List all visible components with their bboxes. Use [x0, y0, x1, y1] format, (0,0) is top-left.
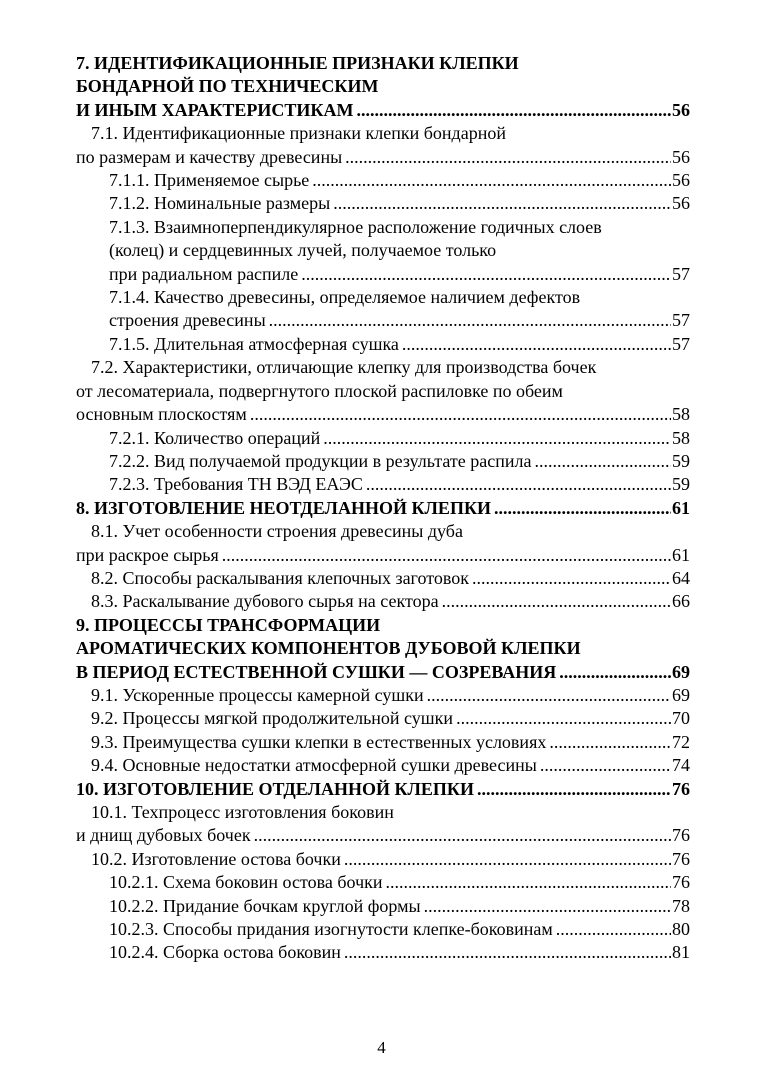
toc-entry-last-line [76, 544, 690, 567]
toc-page-number: 59 [672, 450, 690, 471]
toc-entry-text: 8.3. Раскалывание дубового сырья на сектора [91, 591, 439, 612]
toc-entry-last-line [76, 754, 690, 777]
toc-entry-text: 7.1.5. Длительная атмосферная сушка [109, 333, 399, 354]
toc-entry-text: 7.1.2. Номинальные размеры [109, 193, 331, 214]
table-of-contents [76, 52, 690, 965]
toc-page-number: 56 [672, 170, 690, 191]
toc-entry-text: 9.3. Преимущества сушки клепки в естественных условиях [91, 731, 547, 752]
toc-entry-last-line [76, 684, 690, 707]
page-number: 4 [377, 1038, 386, 1057]
toc-page-number: 78 [672, 895, 690, 916]
dot-leader [472, 567, 671, 590]
toc-page-number: 80 [672, 919, 690, 940]
toc-page-number: 58 [672, 427, 690, 448]
toc-entry[interactable] [76, 567, 690, 590]
toc-entry[interactable] [76, 356, 690, 426]
toc-entry-last-line [76, 871, 690, 894]
dot-leader [356, 99, 671, 122]
dot-leader [402, 333, 671, 356]
toc-entry-text: 10. ИЗГОТОВЛЕНИЕ ОТДЕЛАННОЙ КЛЕПКИ [76, 778, 474, 799]
dot-leader [540, 754, 671, 777]
toc-entry[interactable] [76, 52, 690, 122]
toc-entry-last-line [76, 707, 690, 730]
toc-page-number: 72 [672, 731, 690, 752]
toc-entry[interactable] [76, 216, 690, 286]
toc-entry-last-line [76, 427, 690, 450]
toc-entry-last-line [76, 497, 690, 520]
toc-entry-text: основным плоскостям [76, 404, 247, 425]
toc-page-number: 57 [672, 310, 690, 331]
toc-entry-text: 10.2.1. Схема боковин остова бочки [109, 872, 383, 893]
dot-leader [549, 731, 671, 754]
toc-page-number: 76 [672, 872, 690, 893]
toc-entry[interactable] [76, 895, 690, 918]
toc-entry-last-line [76, 99, 690, 122]
toc-entry[interactable] [76, 497, 690, 520]
toc-entry[interactable] [76, 614, 690, 684]
toc-entry[interactable] [76, 473, 690, 496]
toc-page-number: 57 [672, 333, 690, 354]
toc-entry-last-line [76, 309, 690, 332]
dot-leader [345, 146, 671, 169]
toc-entry-text: 8.1. Учет особенности строения древесины дуба [91, 521, 463, 542]
toc-entry[interactable] [76, 590, 690, 613]
toc-page-number: 76 [672, 825, 690, 846]
toc-entry-text: 7.2. Характеристики, отличающие клепку для производства бочек [91, 357, 597, 378]
toc-entry-last-line [76, 169, 690, 192]
dot-leader [222, 544, 671, 567]
toc-entry-text: от лесоматериала, подвергнутого плоской распиловке по обеим [76, 380, 563, 401]
dot-leader [250, 403, 671, 426]
toc-entry[interactable] [76, 286, 690, 333]
toc-entry[interactable] [76, 778, 690, 801]
toc-page-number: 61 [672, 497, 690, 518]
toc-entry[interactable] [76, 450, 690, 473]
toc-entry[interactable] [76, 848, 690, 871]
toc-entry-last-line [76, 661, 690, 684]
dot-leader [477, 778, 671, 801]
toc-entry-text: И ИНЫМ ХАРАКТЕРИСТИКАМ [76, 99, 354, 120]
toc-entry[interactable] [76, 192, 690, 215]
dot-leader [559, 661, 671, 684]
dot-leader [254, 824, 671, 847]
toc-entry-last-line [76, 403, 690, 426]
toc-entry-text: БОНДАРНОЙ ПО ТЕХНИЧЕСКИМ [76, 76, 379, 97]
toc-entry[interactable] [76, 918, 690, 941]
toc-entry-last-line [76, 333, 690, 356]
toc-entry[interactable] [76, 122, 690, 169]
toc-entry-text: 10.2. Изготовление остова бочки [91, 848, 341, 869]
dot-leader [366, 473, 671, 496]
toc-page-number: 56 [672, 193, 690, 214]
toc-entry[interactable] [76, 801, 690, 848]
toc-entry-last-line [76, 192, 690, 215]
dot-leader [424, 895, 671, 918]
toc-entry[interactable] [76, 333, 690, 356]
toc-entry-last-line [76, 941, 690, 964]
toc-entry-text: 9.1. Ускоренные процессы камерной сушки [91, 684, 424, 705]
toc-entry-text: при раскрое сырья [76, 544, 219, 565]
toc-entry-text: 7. ИДЕНТИФИКАЦИОННЫЕ ПРИЗНАКИ КЛЕПКИ [76, 53, 519, 73]
toc-entry-last-line [76, 895, 690, 918]
toc-page-number: 76 [672, 848, 690, 869]
toc-entry-last-line [76, 450, 690, 473]
toc-entry-last-line [76, 918, 690, 941]
toc-page-number: 66 [672, 591, 690, 612]
toc-page-number: 69 [672, 661, 690, 682]
toc-entry-text: 7.2.3. Требования ТН ВЭД ЕАЭС [109, 474, 363, 495]
toc-page-number: 64 [672, 567, 690, 588]
toc-entry-last-line [76, 567, 690, 590]
toc-entry-last-line [76, 146, 690, 169]
dot-leader [556, 918, 671, 941]
toc-page-number: 57 [672, 263, 690, 284]
dot-leader [333, 192, 671, 215]
toc-entry-text: 9.2. Процессы мягкой продолжительной сушки [91, 708, 454, 729]
toc-entry-text: АРОМАТИЧЕСКИХ КОМПОНЕНТОВ ДУБОВОЙ КЛЕПКИ [76, 638, 581, 659]
dot-leader [386, 871, 672, 894]
toc-entry-text: 7.2.1. Количество операций [109, 427, 321, 448]
toc-entry-last-line [76, 473, 690, 496]
dot-leader [494, 497, 671, 520]
toc-page-number: 58 [672, 404, 690, 425]
toc-entry-text: и днищ дубовых бочек [76, 825, 251, 846]
toc-entry[interactable] [76, 754, 690, 777]
dot-leader [442, 590, 671, 613]
toc-entry-text: В ПЕРИОД ЕСТЕСТВЕННОЙ СУШКИ — СОЗРЕВАНИЯ [76, 661, 557, 682]
toc-entry-text: при радиальном распиле [109, 263, 299, 284]
dot-leader [534, 450, 671, 473]
toc-entry-text: (колец) и сердцевинных лучей, получаемое только [109, 240, 497, 261]
toc-entry-text: по размерам и качеству древесины [76, 146, 343, 167]
toc-entry-text: 8.2. Способы раскалывания клепочных заготовок [91, 567, 470, 588]
dot-leader [427, 684, 671, 707]
dot-leader [323, 427, 671, 450]
toc-entry-last-line [76, 848, 690, 871]
dot-leader [344, 848, 671, 871]
toc-entry-text: 10.1. Техпроцесс изготовления боковин [91, 802, 394, 822]
toc-entry[interactable] [76, 520, 690, 567]
toc-entry-last-line [76, 263, 690, 286]
toc-page-number: 81 [672, 942, 690, 963]
toc-entry-text: 7.1.4. Качество древесины, определяемое наличием дефектов [109, 287, 581, 308]
toc-entry-text: 7.1.1. Применяемое сырье [109, 170, 310, 191]
dot-leader [301, 263, 671, 286]
toc-entry-text: 7.2.2. Вид получаемой продукции в результате распила [109, 450, 532, 471]
toc-entry-text: 10.2.2. Придание бочкам круглой формы [109, 895, 421, 916]
toc-entry-text: 9. ПРОЦЕССЫ ТРАНСФОРМАЦИИ [76, 614, 381, 635]
dot-leader [312, 169, 671, 192]
toc-entry-last-line [76, 778, 690, 801]
toc-entry[interactable] [76, 707, 690, 730]
toc-entry-text: строения древесины [109, 310, 266, 331]
toc-entry[interactable] [76, 427, 690, 450]
toc-entry-last-line [76, 590, 690, 613]
toc-entry[interactable] [76, 169, 690, 192]
toc-entry-text: 10.2.3. Способы придания изогнутости клепке-боковинам [109, 919, 553, 940]
toc-page-number: 61 [672, 544, 690, 565]
toc-entry-text: 9.4. Основные недостатки атмосферной сушки древесины [91, 755, 537, 776]
toc-page-number: 59 [672, 474, 690, 495]
toc-page-number: 69 [672, 684, 690, 705]
toc-entry-text: 8. ИЗГОТОВЛЕНИЕ НЕОТДЕЛАННОЙ КЛЕПКИ [76, 497, 491, 518]
toc-page-number: 74 [672, 755, 690, 776]
toc-page-number: 70 [672, 708, 690, 729]
toc-entry-text: 10.2.4. Сборка остова боковин [109, 942, 341, 963]
toc-page-number: 56 [672, 99, 690, 120]
dot-leader [344, 941, 671, 964]
toc-entry-text: 7.1. Идентификационные признаки клепки бондарной [91, 123, 506, 144]
toc-entry-text: 7.1.3. Взаимноперпендикулярное расположение годичных слоев [109, 216, 602, 237]
toc-entry[interactable] [76, 941, 690, 964]
dot-leader [456, 707, 671, 730]
dot-leader [269, 309, 671, 332]
toc-entry[interactable] [76, 731, 690, 754]
toc-page-number: 76 [672, 778, 690, 799]
toc-entry-last-line [76, 731, 690, 754]
toc-page-number: 56 [672, 146, 690, 167]
toc-entry[interactable] [76, 871, 690, 894]
toc-entry-last-line [76, 824, 690, 847]
toc-entry[interactable] [76, 684, 690, 707]
